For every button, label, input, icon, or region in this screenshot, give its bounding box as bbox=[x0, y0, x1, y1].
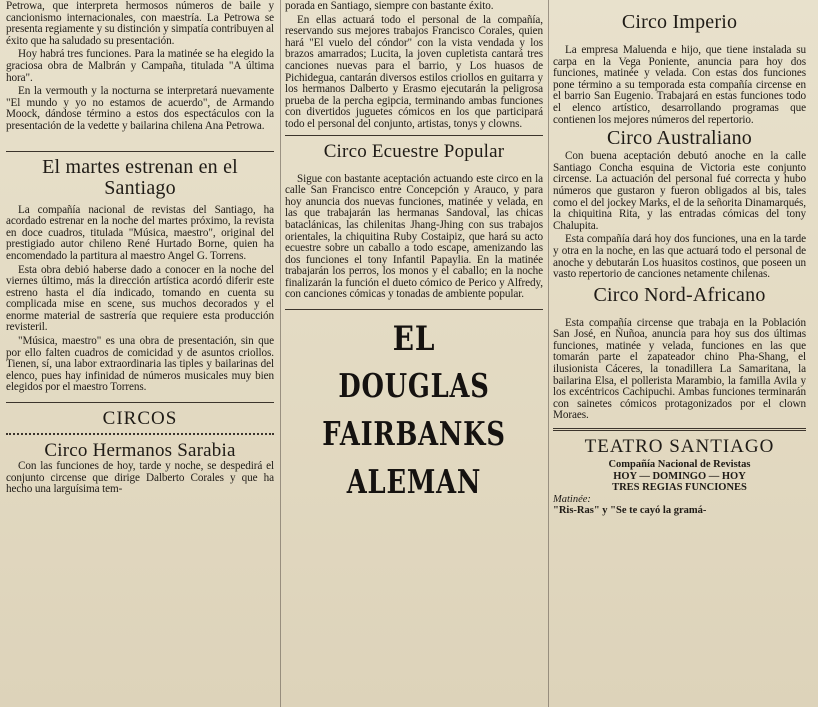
paragraph: En la vermouth y la nocturna se interpretará nuevamente "El mundo y yo no estamos de acuerdo", de Armando Moock, dándose término a estos dos espectáculos con la presentación de la vedette y bailarina chilena Ana Petrowa. bbox=[6, 85, 274, 132]
paragraph: La compañía nacional de revistas del Santiago, ha acordado estrenar en la noche del martes próximo, la revista en doce cuadros, titulada "Música, maestro", original del prestigiado autor chileno René Hurtado Borne, quien ha encomendado la partitura al maestro Angel G. Torrens. bbox=[6, 203, 274, 262]
article-title: Circo Ecuestre Popular bbox=[323, 140, 505, 162]
theater-line: Matinée: bbox=[553, 493, 591, 505]
paragraph: Con buena aceptación debutó anoche en la calle Santiago Concha esquina de Victoria este conjunto circense. La actuación del personal fué correcta y hubo números que gustaron y fueron obligados al bis, tales como el del jockey Marks, el de la señorita Dinamarqués, la chiquitina Rita, y las entradas cómicas del tony Chalupita. bbox=[553, 150, 806, 232]
paragraph: En ellas actuará todo el personal de la compañía, reservando sus mejores trabajos Francisco Corales, quien hará "El vuelo del cóndor" con la vista vendada y los brazos amarrados; Lucita, la joven cupletista cantará tres canciones nuevas para el barrio, y Los huasos de Pichidegua, cantarán diversos estilos criollos en guitarra y los hermanos Dalberto y Erasmo ejecutarán la peligrosa prueba de la percha egipcia, terminando ambas funciones con divertidos juguetes cómicos en los que participará todo el personal del conjunto, artistas, tonys y clowns. bbox=[285, 13, 543, 130]
theater-line: Compañía Nacional de Revistas bbox=[608, 459, 751, 471]
column-rule bbox=[280, 0, 281, 707]
ad-line: EL bbox=[392, 319, 436, 360]
paragraph: "Música, maestro" es una obra de presentación, sin que por ello falten cuadros de comicidad y de asuntos criollos. Tienen, sí, una labor extraordinaria las tiples y bailarinas del elenco, pues hay infinidad de números musicales muy bien elegidos por el maestro Torrens. bbox=[6, 335, 274, 394]
ad-line: DOUGLAS bbox=[338, 366, 490, 406]
paragraph: La empresa Maluenda e hijo, que tiene instalada su carpa en la Vega Poniente, anuncia para hoy dos funciones, matinée y velada. Con estas dos funciones pone término a su temporada esta compañía circense en el barrio San Eugenio. Trabajará en estas funciones todo el elenco artístico, desarrollando programas que contienen los mejores números del repertorio. bbox=[553, 44, 806, 126]
theater-line: "Ris-Ras" y "Se te cayó la gramá- bbox=[553, 505, 707, 517]
column-2 bbox=[285, 0, 543, 707]
article-title: Circo Nord-Africano bbox=[593, 283, 766, 306]
divider bbox=[6, 433, 274, 435]
continued-article bbox=[285, 1, 543, 131]
article-title: El martes estrenan en el Santiago bbox=[42, 155, 238, 199]
divider bbox=[553, 428, 806, 431]
theater-line: TRES REGIAS FUNCIONES bbox=[612, 482, 747, 494]
page-edge bbox=[810, 0, 818, 707]
paragraph: Petrowa, que interpreta hermosos números de baile y cancionismo internacionales, con maestría. La Petrowa se presenta regiamente y su distinción y simpatía contribuyen al éxito que ha saludado su presentación. bbox=[6, 0, 274, 47]
divider bbox=[285, 135, 543, 136]
column-rule bbox=[548, 0, 549, 707]
article-title: Circo Australiano bbox=[606, 127, 753, 150]
article-body bbox=[285, 174, 543, 302]
paragraph: Esta compañía dará hoy dos funciones, una en la tarde y otra en la noche, en las que actuará todo el personal de anoche y debutarán Los huasitos costinos, que poseen un vasto repertorio de canciones netamente chilenas. bbox=[553, 233, 806, 281]
column-1 bbox=[6, 0, 274, 707]
article-body bbox=[6, 205, 274, 395]
paragraph: porada en Santiago, siempre con bastante éxito. bbox=[285, 0, 494, 12]
paragraph: Con las funciones de hoy, tarde y noche, se despedirá el conjunto circense que dirige Dalberto Corales y que ha hecho una larguísima tem- bbox=[6, 460, 274, 496]
paragraph: Sigue con bastante aceptación actuando este circo en la calle San Francisco entre Concepción y Arauco, y para hoy anuncia dos nuevas funciones, matinée y velada, en las que trabajarán las hermanas Sandoval, las chicas bataclánicas, las chilenitas Jhang-Jhing con sus trabajos orientales, la chiquitina Ruby Costaipiz, que hará su acto ecuestre sobre un caballo a todo escape, amenizando las dos funciones el tony Infantil Papaylia. En la matinée trabajarán los perros, los monos y el caballo; en la noche finalizarán la función el dueto cómico de Perico y Alfredy, con canciones cómicas y tonadas de ambiente popular. bbox=[285, 172, 543, 301]
article-title: Circo Hermanos Sarabia bbox=[44, 440, 236, 462]
divider bbox=[6, 402, 274, 403]
divider bbox=[285, 309, 543, 310]
film-advertisement bbox=[285, 316, 543, 506]
theater-advertisement bbox=[553, 436, 806, 517]
section-title: CIRCOS bbox=[102, 408, 178, 430]
column-3 bbox=[553, 0, 806, 707]
paragraph: Esta compañía circense que trabaja en la Población San José, en Ñuñoa, anuncia para hoy sus dos últimas funciones, matinée y velada, funciones en las que tomarán parte el zapateador chino Pha-Shang, el ilusionista Cáceres, la tonadillera La Samaritana, la bailarina Elsa, el pollerista Marambio, la familla Avila y los excéntricos Cachipuchi. Ambas funciones terminarán con sainetes cómicos protagonizados por el clown Moraes. bbox=[553, 316, 806, 422]
continued-article bbox=[6, 1, 274, 133]
ad-line: FAIRBANKS bbox=[322, 414, 506, 454]
paragraph: Hoy habrá tres funciones. Para la matinée se ha elegido la graciosa obra de Malbrán y Campaña, titulada "A última hora". bbox=[6, 48, 274, 84]
theater-title: TEATRO SANTIAGO bbox=[584, 436, 775, 458]
theater-line: HOY — DOMINGO — HOY bbox=[613, 470, 746, 482]
paragraph: Esta obra debió haberse dado a conocer en la noche del viernes último, más la dirección artística acordó diferir este estreno hasta el día indicado, tomando en cuenta su complicada mise en scene, sus muchos decorados y el enorme material de sastrería que requiere esta producción revisteril. bbox=[6, 263, 274, 334]
divider bbox=[6, 151, 274, 152]
ad-line: ALEMAN bbox=[346, 462, 482, 502]
article-title: Circo Imperio bbox=[621, 11, 738, 33]
